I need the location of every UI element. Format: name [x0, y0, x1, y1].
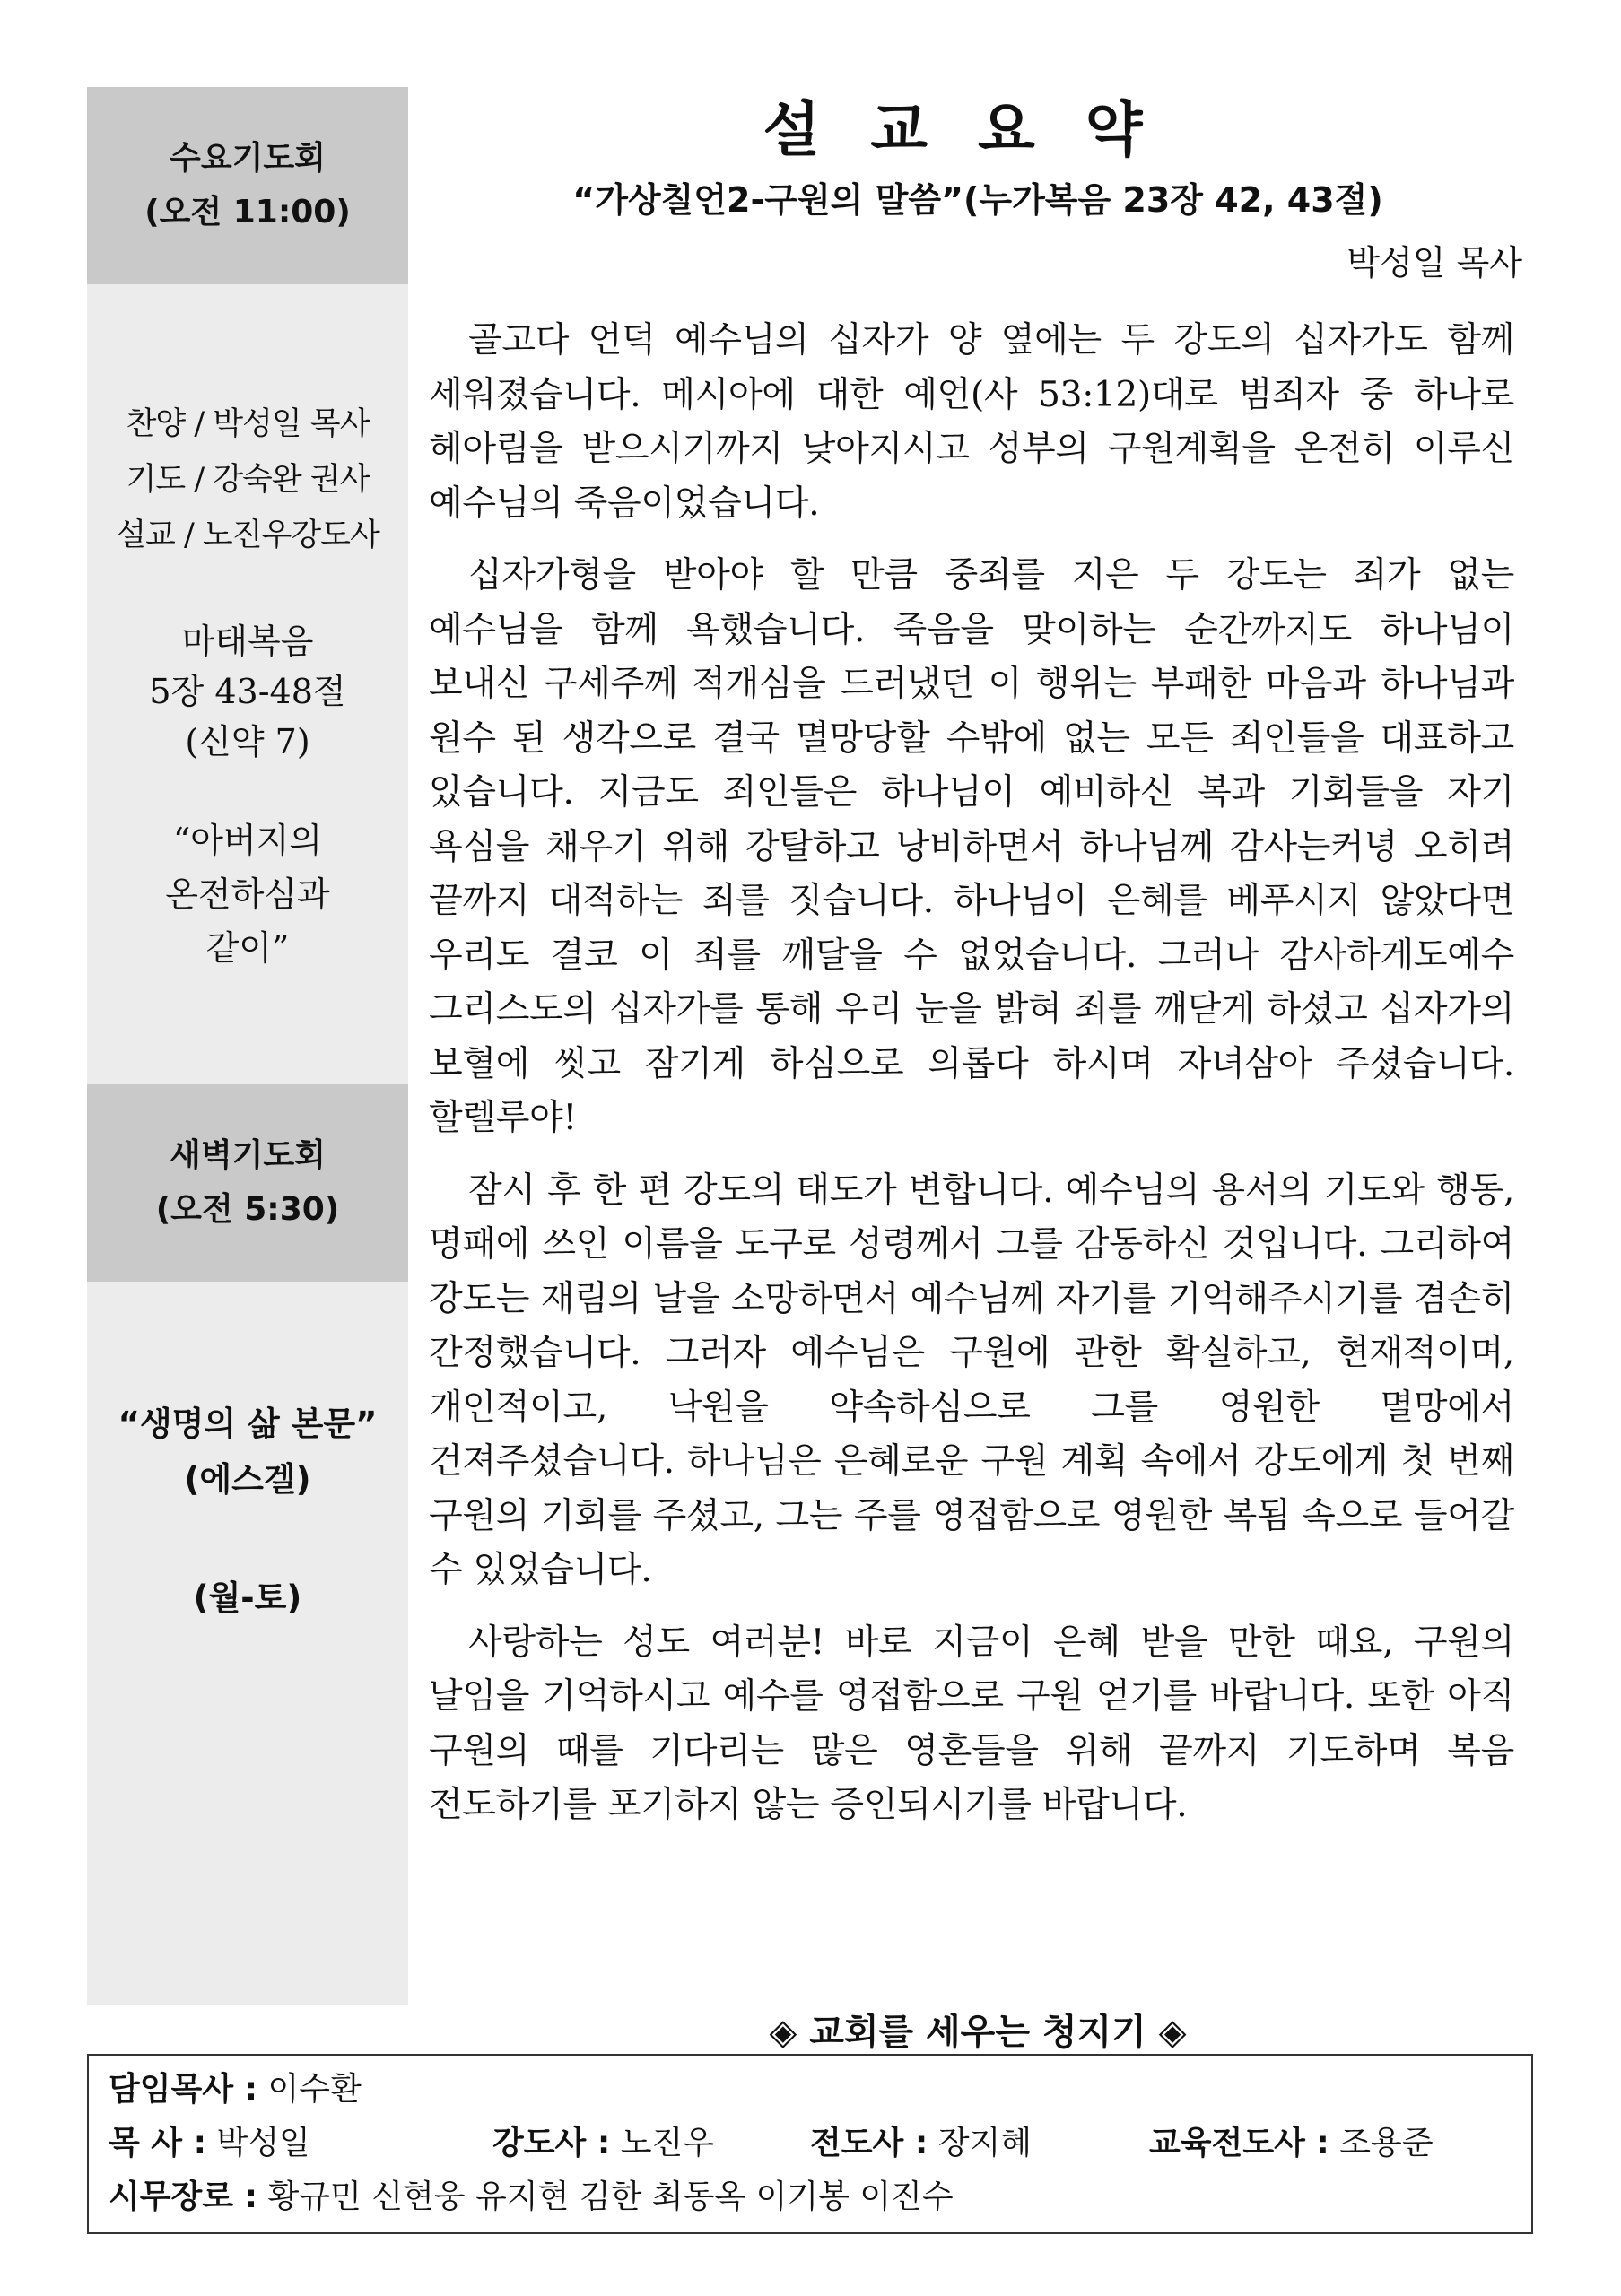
- wednesday-prayer-title: 수요기도회: [170, 140, 326, 177]
- missionary-label: 전도사 :: [810, 2125, 928, 2161]
- role-prayer: 기도 / 강숙완 권사: [126, 462, 370, 498]
- scripture-page: (신약 7): [185, 722, 310, 761]
- scripture-book: 마태복음: [181, 622, 314, 661]
- evangelist-label: 강도사 :: [492, 2125, 611, 2161]
- pastor-name: 박성일: [216, 2125, 310, 2161]
- sermon-preacher: 박성일 목사: [1346, 243, 1522, 283]
- missionary-name: 장지혜: [937, 2125, 1033, 2161]
- scripture-reference: [87, 616, 408, 767]
- sermon-title-line: “아버지의: [172, 821, 323, 860]
- wednesday-prayer-time: (오전 11:00): [144, 194, 351, 230]
- elders-label: 시무장로 :: [109, 2179, 258, 2215]
- pastor-label: 목 사 :: [109, 2125, 207, 2161]
- sermon-title-sidebar: [87, 813, 408, 975]
- senior-pastor-label: 담임목사 :: [109, 2071, 258, 2108]
- dawn-prayer-header: [87, 1084, 408, 1282]
- living-life-section: [87, 1396, 408, 1626]
- dawn-prayer-time: (오전 5:30): [155, 1191, 340, 1228]
- scripture-verses: 5장 43-48절: [149, 672, 346, 711]
- sermon-paragraph: 골고다 언덕 예수님의 십자가 양 옆에는 두 강도의 십자가도 함께 세워졌습니다. 메시아에 대한 예언(사 53:12)대로 범죄자 중 하나로 헤아림을 받으시기까지 낮아지시고 성부의 구원계획을 온전히 이루신 예수님의 죽음이었습니다.: [429, 320, 1514, 524]
- sermon-body: [429, 314, 1514, 1851]
- staff-row-elders: [109, 2170, 1513, 2224]
- sermon-paragraph: 잠시 후 한 편 강도의 태도가 변합니다. 예수님의 용서의 기도와 행동, 명패에 쓰인 이름을 도구로 성령께서 그를 감동하신 것입니다. 그리하여 강도는 재림의 날을 소망하면서 예수님께 자기를 기억해주시기를 겸손히 간정했습니다. 그러자 예수님은 구원에 관한 확실하고, 현재적이며, 개인적이고, 낙원을 약속하심으로 그를 영원한 멸망에서 건져주셨습니다. 하나님은 은혜로운 구원 계획 속에서 강도에게 첫 번째 구원의 기회를 주셨고, 그는 주를 영접함으로 영원한 복됨 속으로 들어갈 수 있었습니다.: [429, 1170, 1514, 1590]
- living-life-book: (에스겔): [184, 1460, 311, 1499]
- sermon-summary-heading: 설교요약: [763, 95, 1193, 164]
- sermon-paragraph: 사랑하는 성도 여러분! 바로 지금이 은혜 받을 만한 때요, 구원의 날임을 기억하시고 예수를 영접함으로 구원 얻기를 바랍니다. 또한 아직 구원의 때를 기다리는 많은 영혼들을 위해 끝까지 기도하며 복음 전도하기를 포기하지 않는 증인되시기를 바랍니다.: [429, 1622, 1514, 1825]
- edu-missionary-name: 조용준: [1339, 2125, 1434, 2161]
- sidebar: [87, 87, 408, 2005]
- sermon-paragraph: 십자가형을 받아야 할 만큼 중죄를 지은 두 강도는 죄가 없는 예수님을 함께 욕했습니다. 죽음을 맞이하는 순간까지도 하나님이 보내신 구세주께 적개심을 드러냈던 이 행위는 부패한 마음과 하나님과 원수 된 생각으로 결국 멸망당할 수밖에 없는 모든 죄인들을 대표하고 있습니다. 지금도 죄인들은 하나님이 예비하신 복과 기회들을 자기 욕심을 채우기 위해 강탈하고 낭비하면서 하나님께 감사는커녕 오히려 끝까지 대적하는 죄를 짓습니다. 하나님이 은혜를 베푸시지 않았다면 우리도 결코 이 죄를 깨달을 수 없었습니다. 그러나 감사하게도예수 그리스도의 십자가를 통해 우리 눈을 밝혀 죄를 깨닫게 하셨고 십자가의 보혈에 씻고 잠기게 하심으로 의롭다 하시며 자녀삼아 주셨습니다. 할렐루야!: [429, 555, 1514, 1138]
- role-praise: 찬양 / 박성일 목사: [126, 406, 370, 442]
- evangelist-name: 노진우: [620, 2125, 715, 2161]
- sermon-title-line: 온전하심과: [165, 874, 330, 914]
- service-roles: [87, 396, 408, 563]
- staff-row-ministers: [109, 2117, 1513, 2170]
- wednesday-prayer-header: [87, 87, 408, 284]
- elders-names: 황규민 신현웅 유지현 김한 최동옥 이기봉 이진수: [267, 2179, 954, 2215]
- staff-row-senior: [109, 2063, 1513, 2117]
- role-sermon: 설교 / 노진우강도사: [116, 517, 379, 553]
- senior-pastor-name: 이수환: [267, 2071, 362, 2108]
- edu-missionary-label: 교육전도사 :: [1149, 2125, 1329, 2161]
- living-life-days: (월-토): [193, 1578, 302, 1617]
- sermon-title-line: 같이”: [205, 928, 290, 968]
- dawn-prayer-title: 새벽기도회: [170, 1137, 326, 1174]
- sermon-subtitle: “가상칠언2-구원의 말씀”(누가복음 23장 42, 43절): [572, 180, 1383, 220]
- stewards-heading: ◈ 교회를 세우는 청지기 ◈: [769, 2012, 1187, 2053]
- staff-box: [87, 2054, 1533, 2234]
- living-life-title: “생명의 삶 본문”: [118, 1405, 378, 1443]
